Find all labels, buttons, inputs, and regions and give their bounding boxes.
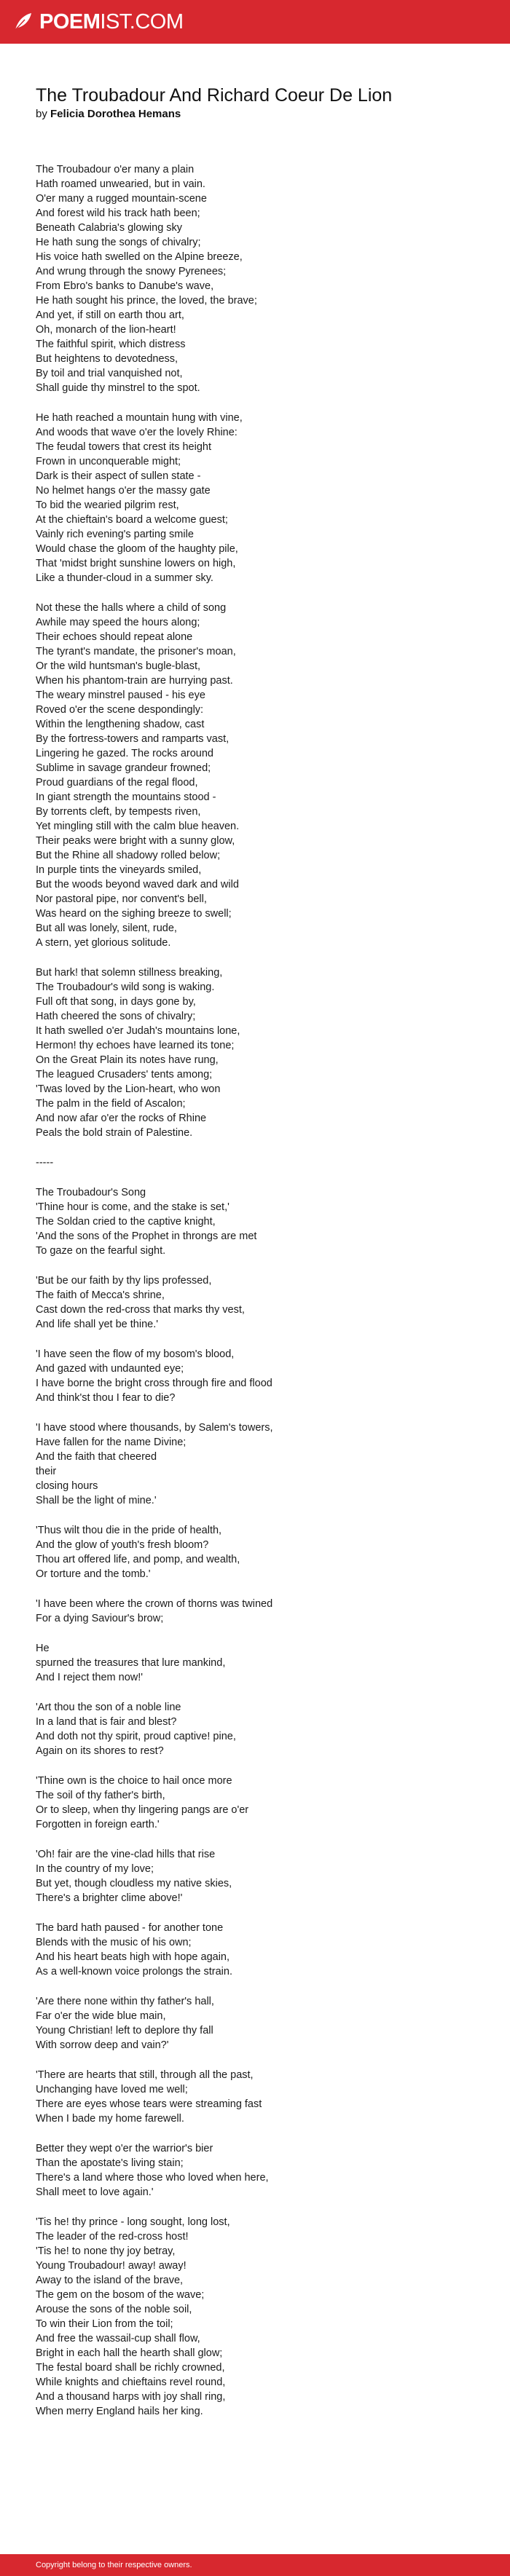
poem-line: their [36, 1466, 57, 1477]
poem-line: By the fortress-towers and ramparts vast, [36, 733, 230, 745]
feather-logo-icon [12, 11, 34, 33]
poem-line: His voice hath swelled on the Alpine breeze, [36, 251, 243, 263]
poem-line: 'I have seen the flow of my bosom's blood, [36, 1348, 235, 1360]
poem-stanza [36, 1774, 487, 1832]
poem-line: But heightens to devotedness, [36, 353, 178, 365]
poem-line: But the woods beyond waved dark and wild [36, 879, 239, 890]
poem-line: Would chase the gloom of the haughty pile, [36, 543, 238, 555]
poem-line: Or to sleep, when thy lingering pangs are o'er [36, 1804, 249, 1816]
poem-stanza [36, 1597, 487, 1626]
poem-stanza [36, 1994, 487, 2052]
poem-line: Nor pastoral pipe, nor convent's bell, [36, 893, 207, 905]
poem-line: And the glow of youth's fresh bloom? [36, 1539, 209, 1551]
poem-line: Full oft that song, in days gone by, [36, 996, 196, 1008]
poem-line: 'Thus wilt thou die in the pride of health, [36, 1525, 222, 1536]
author-name[interactable]: Felicia Dorothea Hemans [50, 108, 181, 120]
poem-line: Vainly rich evening's parting smile [36, 529, 194, 540]
poem-stanza [36, 1641, 487, 1685]
poem-line: And forest wild his track hath been; [36, 208, 200, 219]
poem-line: And his heart beats high with hope again, [36, 1951, 230, 1963]
poem-line: When his phantom-train are hurrying past. [36, 675, 233, 687]
poem-line: When I bade my home farewell. [36, 2113, 184, 2125]
poem-line: The faithful spirit, which distress [36, 339, 186, 350]
poem-stanza [36, 1347, 487, 1405]
poem-line: Bright in each hall the hearth shall glow; [36, 2347, 223, 2359]
poem-stanza [36, 965, 487, 1140]
poem-line: Have fallen for the name Divine; [36, 1437, 187, 1448]
poem-line: The Troubadour's Song [36, 1187, 146, 1198]
poem-line: The weary minstrel paused - his eye [36, 690, 205, 701]
poem-line: Or the wild huntsman's bugle-blast, [36, 660, 201, 672]
poem-line: By torrents cleft, by tempests riven, [36, 806, 201, 818]
poem-line: He hath sought his prince, the loved, the brave; [36, 295, 257, 307]
poem-line: Blends with the music of his own; [36, 1937, 192, 1948]
poem-stanza [36, 2068, 487, 2126]
poem-line: 'Tis he! thy prince - long sought, long lost, [36, 2216, 230, 2228]
poem-line: The Troubadour o'er many a plain [36, 164, 195, 175]
poem-line: Arouse the sons of the noble soil, [36, 2304, 192, 2315]
poem-line: Roved o'er the scene despondingly: [36, 704, 204, 716]
poem-line: Away to the island of the brave, [36, 2275, 184, 2286]
poem-stanza [36, 1273, 487, 1332]
poem-line: Within the lengthening shadow, cast [36, 719, 205, 730]
poem-line: And a thousand harps with joy shall ring, [36, 2391, 226, 2403]
site-logo[interactable] [12, 10, 184, 33]
poem-line: And life shall yet be thine.' [36, 1319, 159, 1330]
poem-line: The palm in the field of Ascalon; [36, 1098, 186, 1110]
poem-line: By toil and trial vanquished not, [36, 368, 183, 379]
poem-line: And woods that wave o'er the lovely Rhine: [36, 427, 238, 438]
poem-line: And now afar o'er the rocks of Rhine [36, 1113, 207, 1124]
poem-line: The Soldan cried to the captive knight, [36, 1216, 216, 1228]
poem-line: In purple tints the vineyards smiled, [36, 864, 202, 876]
poem-line: Hath cheered the sons of chivalry; [36, 1011, 196, 1022]
poem-stanza [36, 1421, 487, 1508]
poem-line: And gazed with undaunted eye; [36, 1363, 184, 1375]
poem-line: And yet, if still on earth thou art, [36, 309, 184, 321]
poem-line: Dark is their aspect of sullen state - [36, 470, 201, 482]
poem-line: It hath swelled o'er Judah's mountains lone, [36, 1025, 240, 1037]
poem-line: 'Oh! fair are the vine-clad hills that rise [36, 1849, 216, 1860]
poem-stanza [36, 1847, 487, 1905]
poem-line: The Troubadour's wild song is waking. [36, 981, 215, 993]
poem-stanza [36, 2141, 487, 2200]
poem-line: Than the apostate's living stain; [36, 2157, 184, 2169]
poem-line: Not these the halls where a child of song [36, 602, 227, 614]
site-header [0, 0, 510, 44]
poem-line: Oh, monarch of the lion-heart! [36, 324, 176, 336]
poem-line: And I reject them now!' [36, 1672, 144, 1683]
poem-line: Young Christian! left to deplore thy fall [36, 2025, 213, 2036]
poem-line: But the Rhine all shadowy rolled below; [36, 850, 221, 861]
poem-line: With sorrow deep and vain?' [36, 2039, 169, 2051]
poem-line: Their peaks were bright with a sunny glow, [36, 835, 235, 847]
poem-line: Thou art offered life, and pomp, and wealth, [36, 1554, 240, 1565]
poem-content [36, 84, 487, 2434]
poem-stanza [36, 2215, 487, 2419]
poem-line: Hermon! thy echoes have learned its tone; [36, 1040, 235, 1051]
poem-line: Shall guide thy minstrel to the spot. [36, 382, 200, 394]
poem-line: The leader of the red-cross host! [36, 2231, 189, 2243]
poem-stanza [36, 1523, 487, 1581]
poem-stanza [36, 601, 487, 950]
poem-line: He [36, 1643, 50, 1654]
poem-line: The feudal towers that crest its height [36, 441, 211, 453]
poem-line: While knights and chieftains revel round, [36, 2377, 226, 2388]
poem-line: The bard hath paused - for another tone [36, 1922, 224, 1934]
poem-line: When merry England hails her king. [36, 2406, 203, 2417]
poem-line: 'Thine own is the choice to hail once more [36, 1775, 232, 1787]
poem-line: There are eyes whose tears were streaming fast [36, 2098, 262, 2110]
logo-wordmark [39, 10, 184, 33]
poem-line: At the chieftain's board a welcome guest; [36, 514, 228, 526]
byline [36, 107, 487, 122]
poem-stanza [36, 1185, 487, 1258]
poem-line: 'I have been where the crown of thorns was twined [36, 1598, 273, 1610]
poem-line: He hath reached a mountain hung with vine, [36, 412, 243, 424]
poem-line: Forgotten in foreign earth.' [36, 1819, 160, 1830]
poem-line: To gaze on the fearful sight. [36, 1245, 166, 1257]
poem-line: Frown in unconquerable might; [36, 456, 181, 467]
poem-line: He hath sung the songs of chivalry; [36, 237, 201, 248]
poem-line: The faith of Mecca's shrine, [36, 1289, 165, 1301]
poem-stanza [36, 1921, 487, 1979]
poem-line: But hark! that solemn stillness breaking, [36, 967, 223, 979]
poem-stanza [36, 162, 487, 395]
poem-line: Yet mingling still with the calm blue heaven. [36, 821, 240, 832]
poem-line: 'I have stood where thousands, by Salem's towers, [36, 1422, 273, 1434]
poem-line: 'There are hearts that still, through all the past, [36, 2069, 254, 2081]
poem-stanza [36, 1700, 487, 1758]
poem-line: Young Troubadour! away! away! [36, 2260, 187, 2272]
poem-line: No helmet hangs o'er the massy gate [36, 485, 211, 497]
logo-wordmark-bold: POEM [39, 10, 101, 33]
poem-line: In a land that is fair and blest? [36, 1716, 177, 1728]
site-footer [0, 2554, 510, 2576]
poem-line: A stern, yet glorious solitude. [36, 937, 171, 949]
poem-line: Their echoes should repeat alone [36, 631, 193, 643]
copyright-text: Copyright belong to their respective owners. [36, 2561, 192, 2569]
poem-line: But all was lonely, silent, rude, [36, 922, 177, 934]
poem-line: ----- [36, 1157, 54, 1169]
poem-line: Shall be the light of mine.' [36, 1495, 157, 1506]
poem-line: And free the wassail-cup shall flow, [36, 2333, 200, 2344]
poem-line: Shall meet to love again.' [36, 2186, 154, 2198]
poem-line: 'Tis he! to none thy joy betray, [36, 2245, 176, 2257]
poem-line: Unchanging have loved me well; [36, 2084, 188, 2095]
poem-line: The tyrant's mandate, the prisoner's moan, [36, 646, 236, 657]
poem-line: Awhile may speed the hours along; [36, 617, 200, 628]
byline-prefix: by [36, 108, 47, 120]
poem-line: But yet, though cloudless my native skies, [36, 1878, 232, 1889]
poem-line: There's a brighter clime above!' [36, 1892, 183, 1904]
poem-line: Or torture and the tomb.' [36, 1568, 151, 1580]
poem-line: The gem on the bosom of the wave; [36, 2289, 205, 2301]
poem-line: The leagued Crusaders' tents among; [36, 1069, 213, 1080]
poem-line: I have borne the bright cross through fire and flood [36, 1378, 272, 1389]
poem-line: Better they wept o'er the warrior's bier [36, 2143, 213, 2154]
poem-line: To win their Lion from the toil; [36, 2318, 173, 2330]
poem-line: Proud guardians of the regal flood, [36, 777, 198, 789]
poem-line: There's a land where those who loved when here, [36, 2172, 269, 2184]
poem-line: Lingering he gazed. The rocks around [36, 748, 213, 759]
poem-line: Again on its shores to rest? [36, 1745, 164, 1757]
poem-line: Cast down the red-cross that marks thy vest, [36, 1304, 245, 1316]
poem-line: The festal board shall be richly crowned, [36, 2362, 225, 2374]
poem-line: On the Great Plain its notes have rung, [36, 1054, 219, 1066]
poem-line: 'And the sons of the Prophet in throngs are met [36, 1230, 257, 1242]
poem-line: To bid the wearied pilgrim rest, [36, 499, 179, 511]
poem-line: closing hours [36, 1480, 98, 1492]
poem-line: 'But be our faith by thy lips professed, [36, 1275, 212, 1287]
poem-body [36, 162, 487, 2419]
poem-line: Hath roamed unwearied, but in vain. [36, 178, 205, 190]
poem-line: spurned the treasures that lure mankind, [36, 1657, 226, 1669]
poem-line: Was heard on the sighing breeze to swell; [36, 908, 232, 920]
poem-line: 'Twas loved by the Lion-heart, who won [36, 1083, 221, 1095]
poem-line: 'Are there none within thy father's hall, [36, 1996, 214, 2007]
poem-line: The soil of thy father's birth, [36, 1790, 165, 1801]
poem-line: For a dying Saviour's brow; [36, 1613, 164, 1624]
poem-line: Beneath Calabria's glowing sky [36, 222, 183, 234]
poem-line: 'Thine hour is come, and the stake is set,' [36, 1201, 230, 1213]
poem-stanza [36, 411, 487, 585]
poem-title: The Troubadour And Richard Coeur De Lion [36, 85, 393, 106]
poem-line: And doth not thy spirit, proud captive! pine, [36, 1731, 236, 1742]
poem-line: O'er many a rugged mountain-scene [36, 193, 207, 205]
poem-line: Sublime in savage grandeur frowned; [36, 762, 211, 774]
poem-line: And wrung through the snowy Pyrenees; [36, 266, 227, 277]
poem-line: And the faith that cheered [36, 1451, 157, 1463]
poem-line: And think'st thou I fear to die? [36, 1392, 176, 1404]
poem-line: Far o'er the wide blue main, [36, 2010, 166, 2022]
poem-line: As a well-known voice prolongs the strain. [36, 1966, 232, 1978]
logo-wordmark-light: IST.COM [100, 10, 184, 33]
poem-line: In the country of my love; [36, 1863, 154, 1875]
poem-line: 'Art thou the son of a noble line [36, 1702, 181, 1713]
poem-line: In giant strength the mountains stood - [36, 791, 216, 803]
poem-stanza [36, 1155, 487, 1170]
poem-line: That 'midst bright sunshine lowers on high, [36, 558, 236, 569]
poem-line: From Ebro's banks to Danube's wave, [36, 280, 214, 292]
poem-line: Peals the bold strain of Palestine. [36, 1127, 193, 1139]
poem-line: Like a thunder-cloud in a summer sky. [36, 572, 213, 584]
